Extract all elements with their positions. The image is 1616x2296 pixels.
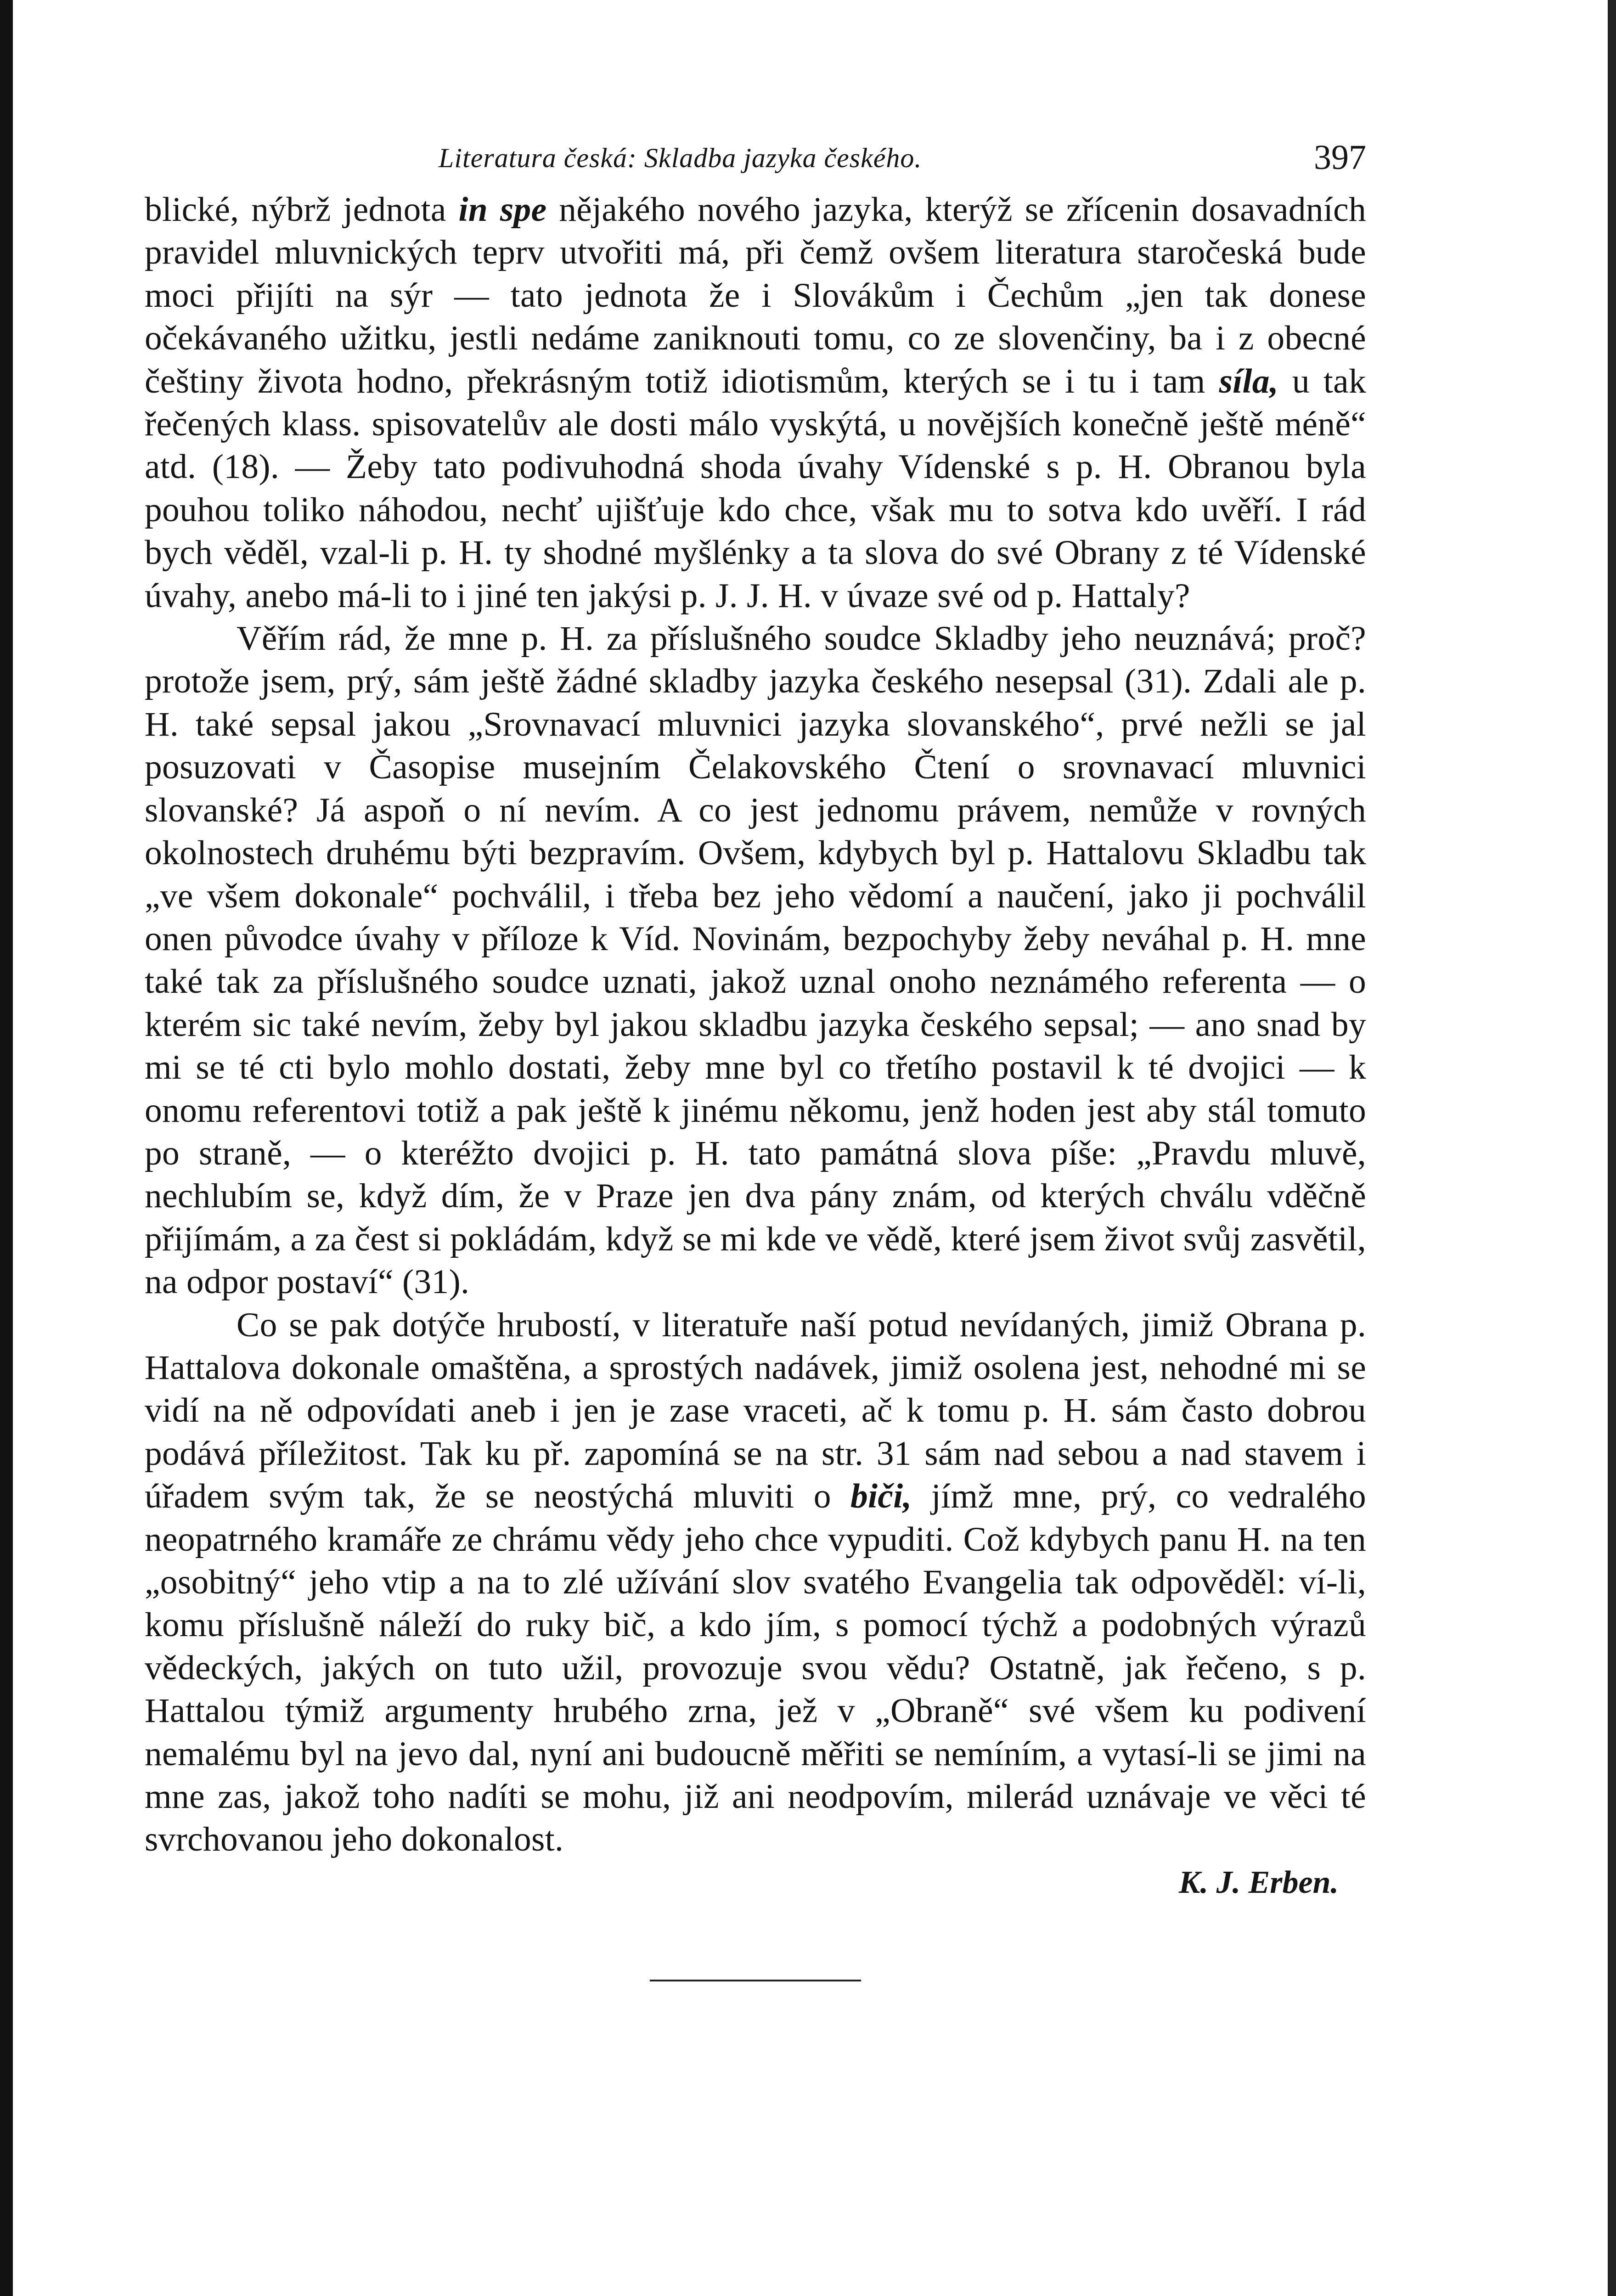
separator-rule <box>650 1980 861 1981</box>
paragraph-text: nějakého nového jazyka, kterýž se zřícenin dosavadních pravidel mluvnických teprv utvořiti má, při čemž ovšem literatura staročeská bude moci přijíti na sýr — tato jednota že i Slovákům i Čechům „jen tak donese očekávaného užitku, jestli nedáme zaniknouti tomu, co ze slovenčiny, ba i z obecné češtiny života hodno, překrásným totiž idiotismům, kterých se i tu i tam <box>145 191 1366 400</box>
header-title: Literatura česká: Skladba jazyka českého. <box>439 143 922 173</box>
signature: K. J. Erben. <box>1178 1864 1339 1900</box>
paragraph-text: u tak řečených klass. spisovatelův ale dosti málo vyskýtá, u novějších konečně ještě méně“ atd. (18). — Žeby tato podivuhodná shoda úvahy Vídenské s p. H. Obranou byla pouhou toliko náhodou, nechť ujišťuje kdo chce, však mu to sotva kdo uvěří. I rád bych věděl, vzal-li p. H. ty shodné myšlénky a ta slova do své Obrany z té Vídenské úvahy, anebo má-li to i jiné ten jakýsi p. J. J. H. v úvaze své od p. Hattaly? <box>145 362 1366 615</box>
paragraph <box>145 188 1366 617</box>
paragraph <box>145 1304 1366 1861</box>
paragraph-text: Věřím rád, že mne p. H. za příslušného soudce Skladby jeho neuznává; proč? protože jsem, prý, sám ještě žádné skladby jazyka českého nesepsal (31). Zdali ale p. H. také sepsal jakou „Srovnavací mluvnici jazyka slovanského“, prvé nežli se jal posuzovati v Časopise musejním Čelakovského Čtení o srovnavací mluvnici slovanské? Já aspoň o ní nevím. A co jest jednomu právem, nemůže v rovných okolnostech druhému býti bezpravím. Ovšem, kdybych byl p. Hattalovu Skladbu tak „ve všem dokonale“ pochválil, i třeba bez jeho vědomí a naučení, jako ji pochválil onen původce úvahy v příloze k Víd. Novinám, bezpochyby žeby neváhal p. H. mne také tak za příslušného soudce uznati, jakož uznal onoho neznámého referenta — o kterém sic také nevím, žeby byl jakou skladbu jazyka českého sepsal; — ano snad by mi se té cti bylo mohlo dostati, žeby mne byl co třetího postavil k té dvojici — k onomu referentovi totiž a pak ještě k jinému někomu, jenž hoden jest aby stál tomuto po straně, — o kteréžto dvojici p. H. tato památná slova píše: „Pravdu mluvě, nechlubím se, když dím, že v Praze jen dva pány znám, od kterých chválu vděčně přijímám, a za čest si pokládám, když se mi kde ve vědě, které jsem život svůj zasvětil, na odpor postaví“ (31). <box>145 619 1366 1301</box>
emphasis-text: síla, <box>1219 362 1279 400</box>
paragraph-text: jímž mne, prý, co vedralého neopatrného kramáře ze chrámu vědy jeho chce vypuditi. Což kdybych panu H. na ten „osobitný“ jeho vtip a na to zlé užívání slov svatého Evangelia tak odpověděl: ví-li, komu příslušně náleží do ruky bič, a kdo jím, s pomocí týchž a podobných výrazů vědeckých, jakých on tuto užil, provozuje svou vědu? Ostatně, jak řečeno, s p. Hattalou týmiž argumenty hrubého zrna, jež v „Obraně“ své všem ku podivení nemalému byl na jevo dal, nyní ani budoucně měřiti se nemíním, a vytasí-li se jimi na mne zas, jakož toho nadíti se mohu, již ani neodpovím, milerád uznávaje ve věci té svrchovanou jeho dokonalost. <box>145 1477 1366 1859</box>
emphasis-text: in spe <box>458 191 547 229</box>
emphasis-text: biči, <box>850 1477 912 1516</box>
paragraph-text: blické, nýbrž jednota <box>145 191 459 229</box>
page <box>145 133 1366 1981</box>
paragraph <box>145 617 1366 1304</box>
body-text <box>145 188 1366 1861</box>
scan-edge-left <box>0 0 13 2296</box>
paragraph-text: Co se pak dotýče hrubostí, v literatuře naší potud nevídaných, jimiž Obrana p. Hattalova dokonale omaštěna, a sprostých nadávek, jimiž osolena jest, nehodné mi se vidí na ně odpovídati aneb i jen je zase vraceti, ač k tomu p. H. sám často dobrou podává příležitost. Tak ku př. zapomíná se na str. 31 sám nad sebou a nad stavem i úřadem svým tak, že se neostýchá mluviti o <box>145 1306 1366 1516</box>
scan-edge-right <box>1608 0 1616 2296</box>
running-head <box>145 133 1366 188</box>
page-number: 397 <box>1314 138 1366 177</box>
